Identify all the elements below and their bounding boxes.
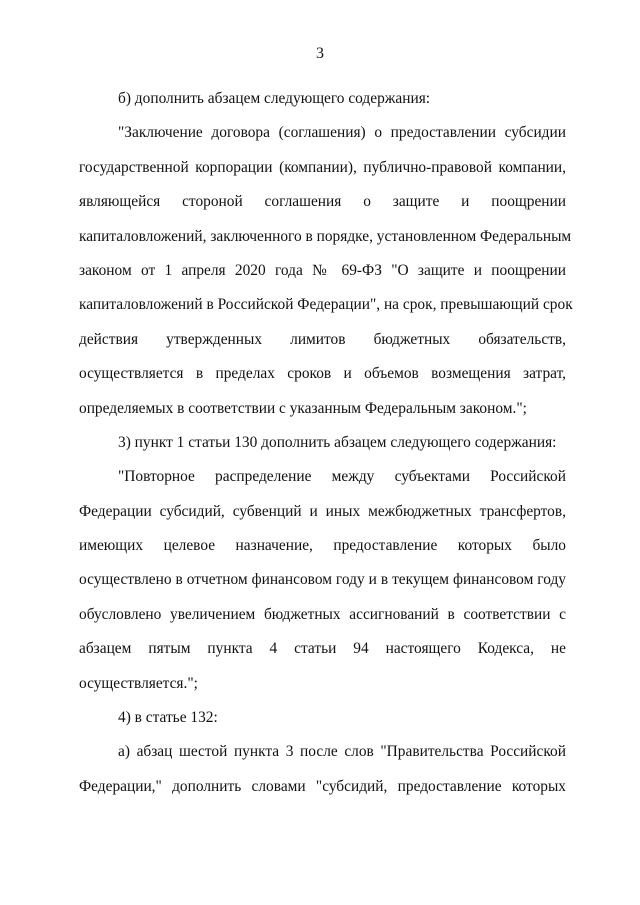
quote-1-line-7: действия утвержденных лимитов бюджетных обязательств, [79, 330, 566, 348]
quote-1-line-6: капиталовложений в Российской Федерации", на срок, превышающий срок [79, 296, 573, 314]
subitem-a-line-2: Федерации," дополнить словами "субсидий, предоставление которых [79, 777, 566, 795]
quote-2-line-6: абзацем пятым пункта 4 статьи 94 настоящего Кодекса, не [79, 640, 566, 658]
quote-2-line-3: имеющих целевое назначение, предоставление которых было [79, 537, 566, 555]
item-4-line-1: 4) в статье 132: [118, 709, 218, 727]
quote-2-line-1: "Повторное распределение между субъектами Российской [118, 468, 566, 486]
quote-1-line-5: законом от 1 апреля 2020 года № 69-ФЗ "О защите и поощрении [79, 261, 566, 279]
quote-2-line-4: осуществлено в отчетном финансовом году и в текущем финансовом году [79, 571, 566, 589]
subitem-a-line-1: а) абзац шестой пункта 3 после слов "Правительства Российской [118, 743, 566, 761]
quote-2-line-5: обусловлено увеличением бюджетных ассигнований в соответствии с [79, 605, 566, 623]
paragraph-b-line-1: б) дополнить абзацем следующего содержания: [118, 90, 431, 107]
quote-1-line-4: капиталовложений, заключенного в порядке, установленном Федеральным [79, 227, 572, 245]
quote-1-line-3: являющейся стороной соглашения о защите и поощрении [79, 193, 566, 211]
quote-2-line-2: Федерации субсидий, субвенций и иных межбюджетных трансфертов, [79, 502, 566, 520]
quote-1-line-8: осуществляется в пределах сроков и объемов возмещения затрат, [79, 365, 566, 383]
item-3-line-1: 3) пункт 1 статьи 130 дополнить абзацем следующего содержания: [118, 433, 557, 451]
quote-2-line-7: осуществляется."; [79, 674, 198, 692]
page-number: 3 [316, 45, 324, 62]
quote-1-line-2: государственной корпорации (компании), публично-правовой компании, [79, 158, 566, 176]
document-body [79, 82, 573, 804]
quote-1-line-9: определяемых в соответствии с указанным Федеральным законом."; [79, 399, 527, 417]
quote-1-line-1: "Заключение договора (соглашения) о предоставлении субсидии [118, 124, 566, 142]
